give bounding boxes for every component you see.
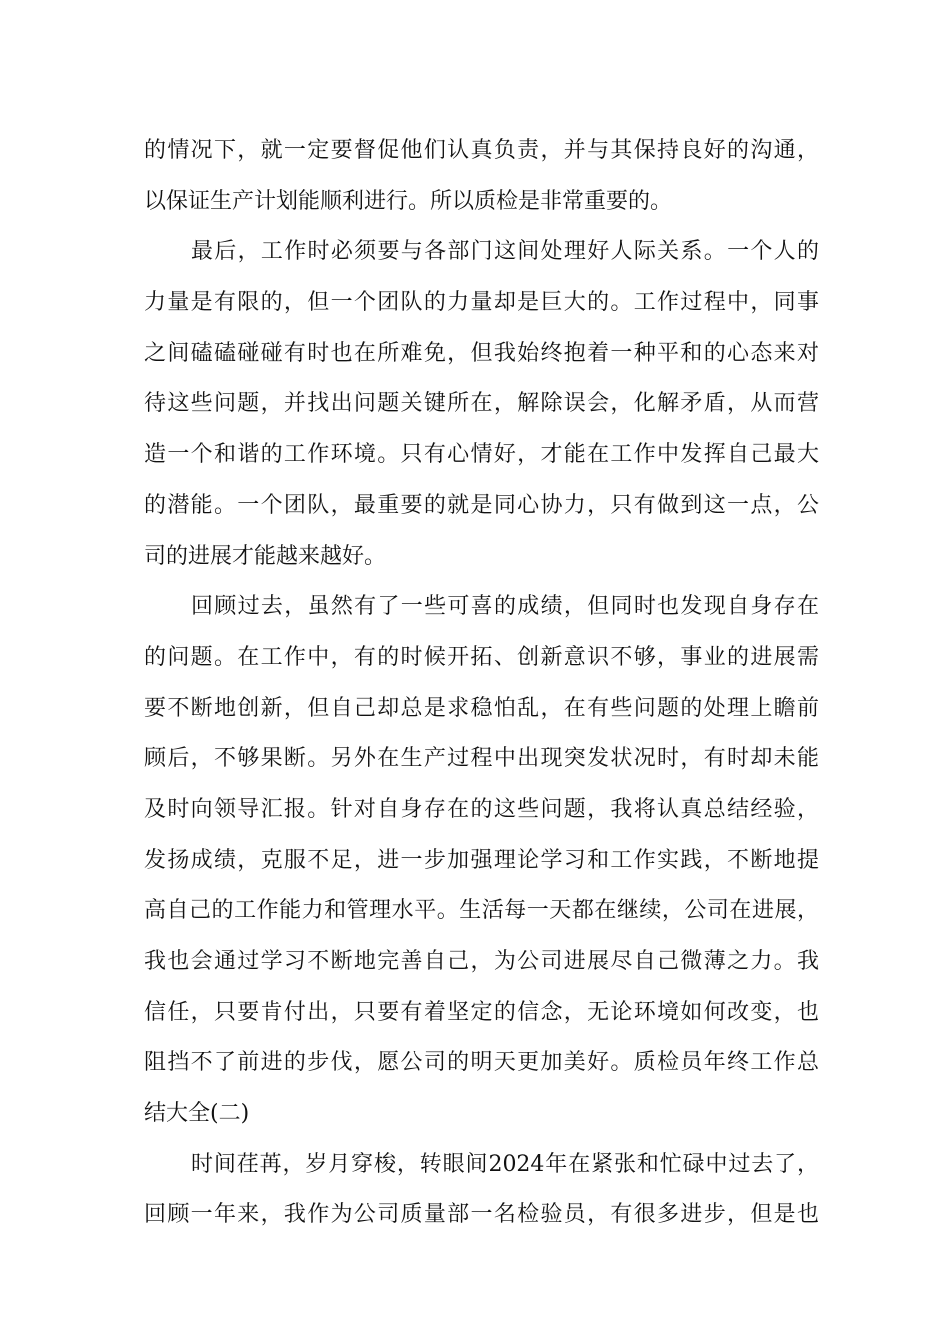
paragraph-start-line: 时间荏苒，岁月穿梭，转眼间2024年在紧张和忙碌中过去了， — [191, 1151, 819, 1177]
text-line: 待这些问题，并找出问题关键所在，解除误会，化解矛盾，从而营 — [144, 391, 819, 417]
text-line: 发扬成绩，克服不足，进一步加强理论学习和工作实践，不断地提 — [144, 847, 819, 873]
text-line: 的情况下，就一定要督促他们认真负责，并与其保持良好的沟通， — [144, 138, 819, 163]
text-line: 回顾一年来，我作为公司质量部一名检验员，有很多进步，但是也 — [144, 1202, 819, 1228]
text-line: 高自己的工作能力和管理水平。生活每一天都在继续，公司在进展， — [144, 898, 819, 924]
section-heading-line: 结大全(二) — [144, 1101, 250, 1127]
text-line: 的潜能。一个团队，最重要的就是同心协力，只有做到这一点，公 — [144, 492, 819, 518]
text-line: 之间磕磕碰碰有时也在所难免，但我始终抱着一种平和的心态来对 — [144, 340, 819, 366]
text-line: 司的进展才能越来越好。 — [144, 543, 387, 569]
document-body — [144, 126, 819, 1241]
paragraph-start-line: 回顾过去，虽然有了一些可喜的成绩，但同时也发现自身存在 — [191, 594, 819, 620]
text-line: 阻挡不了前进的步伐，愿公司的明天更加美好。质检员年终工作总 — [144, 1050, 819, 1076]
text-line: 及时向领导汇报。针对自身存在的这些问题，我将认真总结经验， — [144, 796, 819, 822]
text-line: 以保证生产计划能顺利进行。所以质检是非常重要的。 — [144, 188, 673, 214]
text-line: 我也会通过学习不断地完善自己，为公司进展尽自己微薄之力。我 — [144, 949, 819, 974]
text-line: 信任，只要肯付出，只要有着坚定的信念，无论环境如何改变，也 — [144, 999, 819, 1025]
text-line: 造一个和谐的工作环境。只有心情好，才能在工作中发挥自己最大 — [144, 442, 819, 468]
text-line: 的问题。在工作中，有的时候开拓、创新意识不够，事业的进展需 — [144, 644, 819, 670]
text-line: 力量是有限的，但一个团队的力量却是巨大的。工作过程中，同事 — [144, 290, 819, 316]
text-line: 要不断地创新，但自己却总是求稳怕乱，在有些问题的处理上瞻前 — [144, 695, 819, 721]
paragraph-start-line: 最后，工作时必须要与各部门这间处理好人际关系。一个人的 — [191, 239, 819, 265]
text-line: 顾后，不够果断。另外在生产过程中出现突发状况时，有时却未能 — [144, 746, 819, 772]
